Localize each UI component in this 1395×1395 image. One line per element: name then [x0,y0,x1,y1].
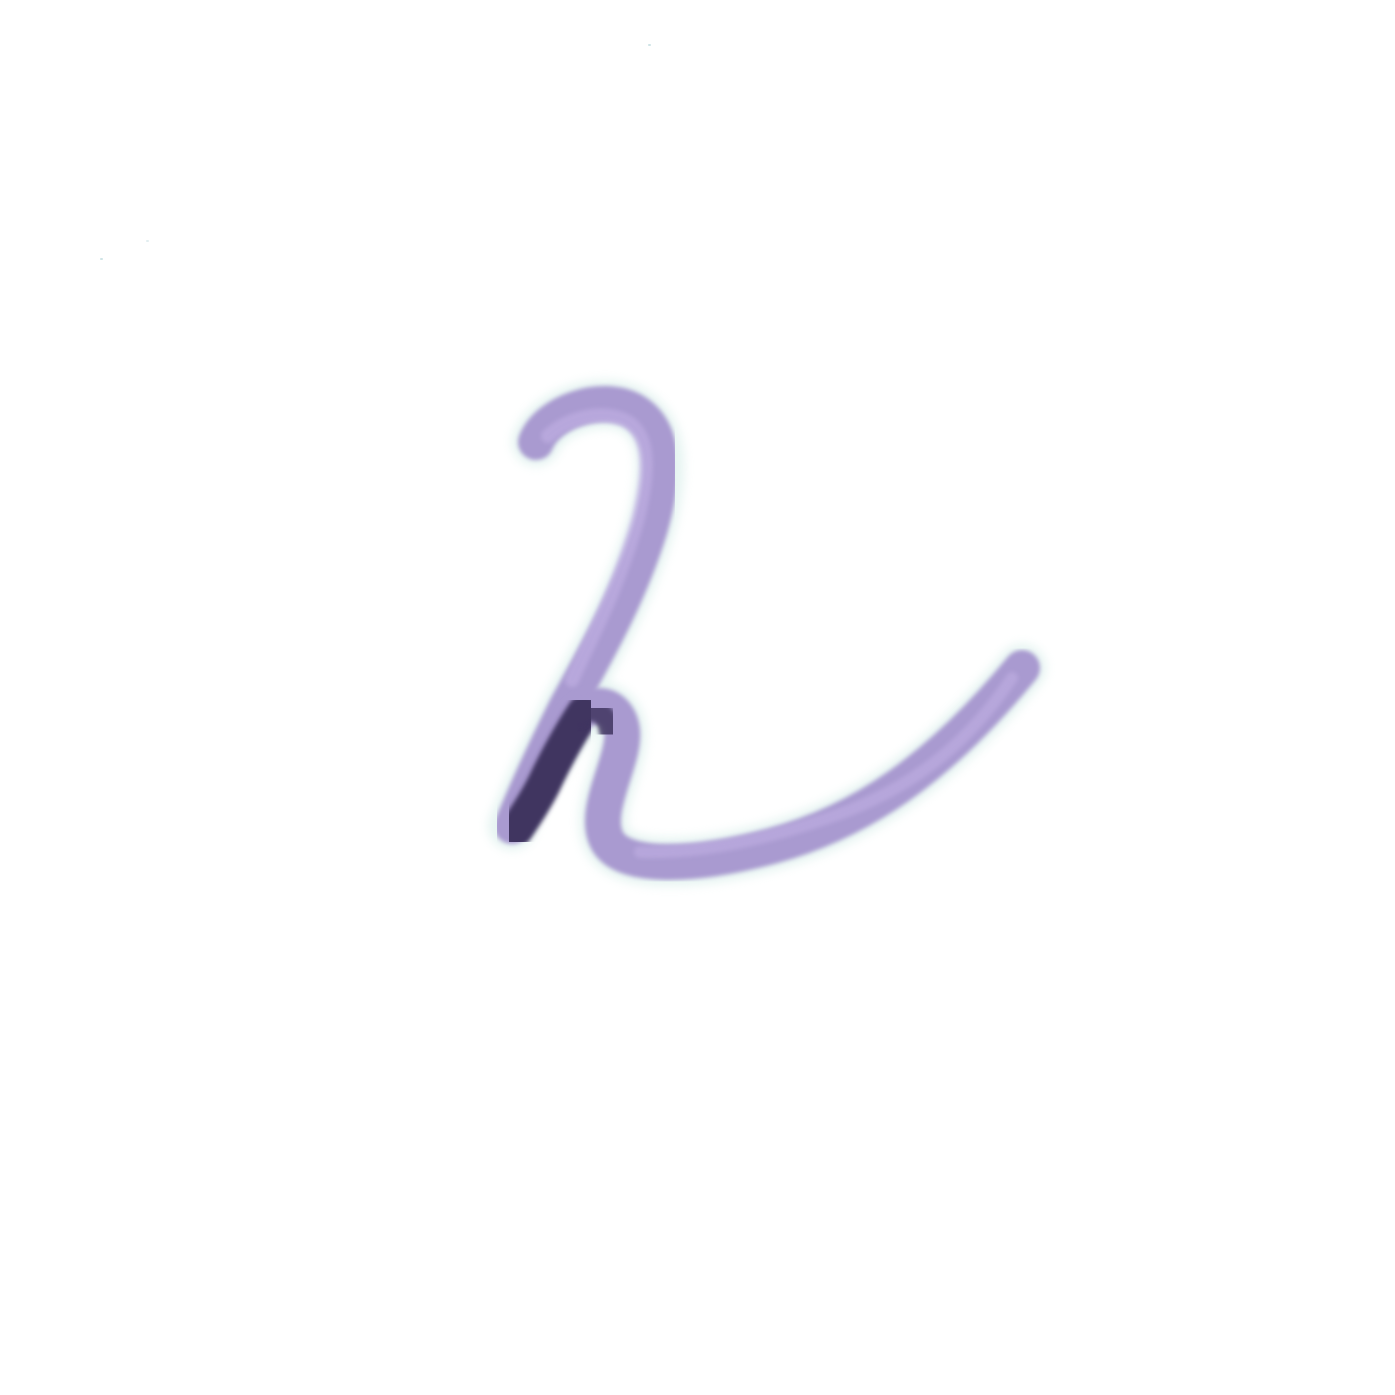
paper-speck [146,240,149,242]
paper-speck [648,44,651,46]
stroke-highlight [548,415,646,680]
paper-speck [100,258,103,260]
